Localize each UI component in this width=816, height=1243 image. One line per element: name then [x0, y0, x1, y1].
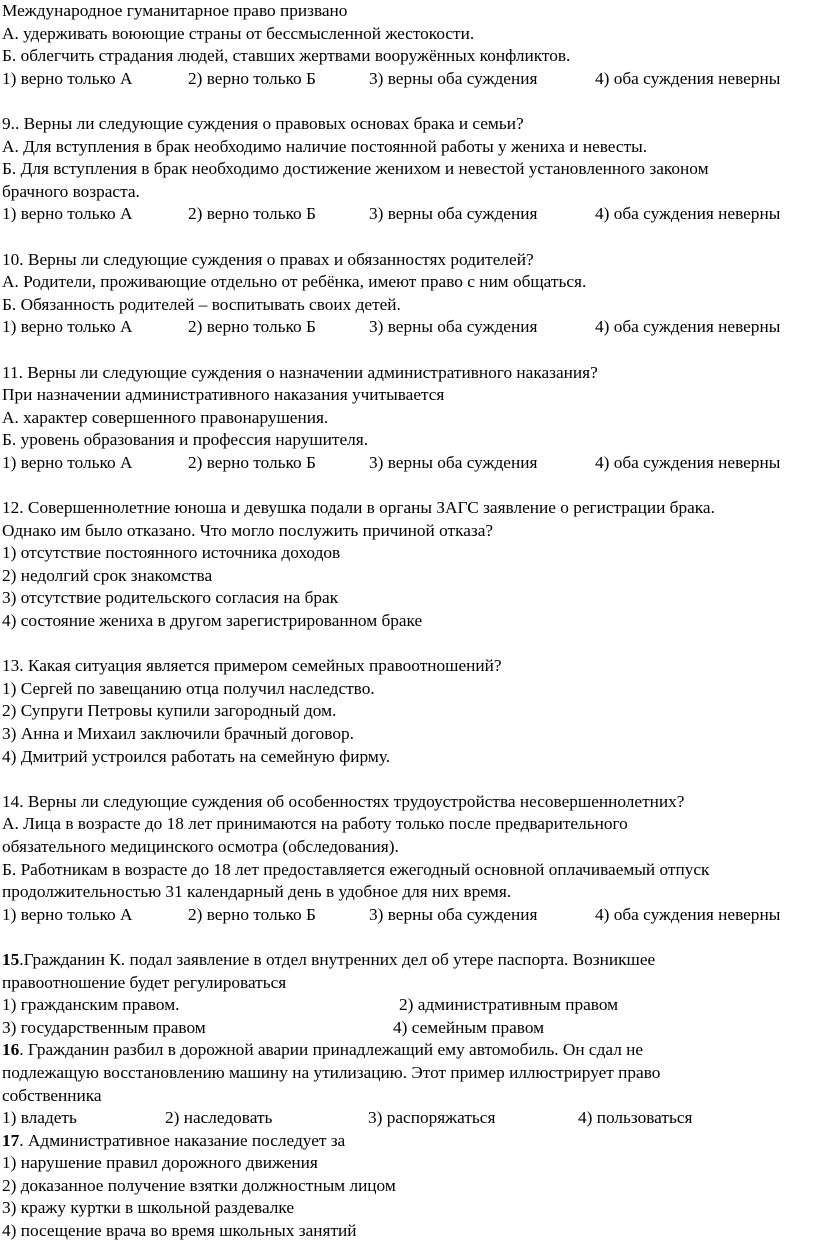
question-11-statement-a: А. характер совершенного правонарушения.	[2, 407, 329, 427]
question-13-stem: 13. Какая ситуация является примером семейных правоотношений?	[2, 656, 502, 676]
question-12-option-1: 1) отсутствие постоянного источника доходов	[2, 543, 341, 563]
question-15-option-3: 3) государственным правом	[2, 1017, 206, 1037]
question-16-option-1: 1) владеть	[2, 1108, 77, 1128]
question-17-option-1: 1) нарушение правил дорожного движения	[2, 1153, 318, 1173]
question-9-statement-a: А. Для вступления в брак необходимо наличие постоянной работы у жениха и невесты.	[2, 136, 648, 156]
question-16-stem-cont-2: собственника	[2, 1085, 102, 1105]
question-15-option-2: 2) административным правом	[399, 995, 619, 1015]
question-14-statement-a-cont: обязательного медицинского осмотра (обследования).	[2, 836, 399, 856]
question-12-option-3: 3) отсутствие родительского согласия на брак	[2, 588, 339, 608]
option-4: 4) оба суждения неверны	[595, 204, 781, 224]
question-14-options	[2, 904, 816, 927]
question-8-options	[2, 68, 816, 91]
option-1: 1) верно только А	[2, 204, 133, 224]
question-12-stem: 12. Совершеннолетние юноша и девушка подали в органы ЗАГС заявление о регистрации брака.	[2, 498, 715, 518]
question-15-stem	[2, 949, 816, 972]
question-16-option-3: 3) распоряжаться	[368, 1108, 496, 1128]
option-2: 2) верно только Б	[188, 904, 316, 924]
option-4: 4) оба суждения неверны	[595, 452, 781, 472]
question-17-option-2: 2) доказанное получение взятки должностным лицом	[2, 1175, 396, 1195]
question-10-options	[2, 316, 816, 339]
question-17-stem	[2, 1130, 816, 1153]
question-16-stem-cont: подлежащую восстановлению машину на утилизацию. Этот пример иллюстрирует право	[2, 1062, 661, 1082]
option-2: 2) верно только Б	[188, 68, 316, 88]
question-10-stem: 10. Верны ли следующие суждения о правах и обязанностях родителей?	[2, 249, 534, 269]
question-8-stem: Международное гуманитарное право призвано	[2, 1, 348, 20]
question-16-stem-text: . Гражданин разбил в дорожной аварии принадлежащий ему автомобиль. Он сдал не	[19, 1040, 644, 1060]
question-12-option-2: 2) недолгий срок знакомства	[2, 565, 213, 585]
option-3: 3) верны оба суждения	[369, 68, 538, 88]
question-10-statement-a: А. Родители, проживающие отдельно от ребёнка, имеют право с ним общаться.	[2, 272, 587, 292]
question-16-stem	[2, 1039, 816, 1062]
question-15-stem-cont: правоотношение будет регулироваться	[2, 972, 287, 992]
question-8-statement-a: А. удерживать воюющие страны от бессмысленной жестокости.	[2, 23, 475, 43]
question-15-options-row-1	[2, 994, 816, 1017]
question-14-statement-b-cont: продолжительностью 31 календарный день в удобное для них время.	[2, 882, 512, 902]
question-16-number: 16	[2, 1040, 20, 1060]
option-4: 4) оба суждения неверны	[595, 68, 781, 88]
option-3: 3) верны оба суждения	[369, 452, 538, 472]
question-8-statement-b: Б. облегчить страдания людей, ставших жертвами вооружённых конфликтов.	[2, 46, 571, 66]
question-11-stem-cont: При назначении административного наказания учитывается	[2, 385, 445, 405]
option-1: 1) верно только А	[2, 452, 133, 472]
question-13-option-1: 1) Сергей по завещанию отца получил наследство.	[2, 678, 375, 698]
question-13-option-3: 3) Анна и Михаил заключили брачный договор.	[2, 724, 354, 743]
question-11-stem: 11. Верны ли следующие суждения о назначении административного наказания?	[2, 362, 598, 382]
question-14-statement-b: Б. Работникам в возрасте до 18 лет предоставляется ежегодный основной оплачиваемый отпуск	[2, 859, 710, 879]
question-12-stem-cont: Однако им было отказано. Что могло послужить причиной отказа?	[2, 520, 494, 540]
question-17-number: 17	[2, 1130, 20, 1150]
question-9-options	[2, 203, 816, 226]
question-14-statement-a: А. Лица в возрасте до 18 лет принимаются на работу только после предварительного	[2, 814, 628, 834]
question-17-option-4: 4) посещение врача во время школьных занятий	[2, 1221, 357, 1241]
question-16-option-2: 2) наследовать	[165, 1108, 273, 1128]
option-3: 3) верны оба суждения	[369, 904, 538, 924]
question-17-stem-text: . Административное наказание последует за	[19, 1130, 346, 1150]
question-17-option-3: 3) кражу куртки в школьной раздевалке	[2, 1198, 295, 1218]
question-9-statement-b: Б. Для вступления в брак необходимо достижение женихом и невестой установленного законом	[2, 159, 709, 179]
option-3: 3) верны оба суждения	[369, 317, 538, 337]
option-3: 3) верны оба суждения	[369, 204, 538, 224]
question-12-option-4: 4) состояние жениха в другом зарегистрированном браке	[2, 611, 423, 631]
option-4: 4) оба суждения неверны	[595, 317, 781, 337]
option-1: 1) верно только А	[2, 68, 133, 88]
question-15-option-4: 4) семейным правом	[393, 1017, 545, 1037]
question-16-option-4: 4) пользоваться	[578, 1108, 693, 1128]
question-15-number: 15	[2, 949, 20, 969]
question-13-option-2: 2) Супруги Петровы купили загородный дом.	[2, 701, 337, 721]
question-9-stem: 9.. Верны ли следующие суждения о правовых основах брака и семьи?	[2, 113, 524, 133]
question-14-stem: 14. Верны ли следующие суждения об особенностях трудоустройства несовершеннолетних?	[2, 791, 685, 811]
question-11-options	[2, 452, 816, 475]
question-16-options	[2, 1107, 816, 1130]
question-15-options-row-2	[2, 1017, 816, 1040]
option-1: 1) верно только А	[2, 904, 133, 924]
question-10-statement-b: Б. Обязанность родителей – воспитывать своих детей.	[2, 294, 401, 314]
question-15-option-1: 1) гражданским правом.	[2, 995, 180, 1015]
question-15-stem-text: .Гражданин К. подал заявление в отдел внутренних дел об утере паспорта. Возникшее	[19, 949, 656, 969]
option-2: 2) верно только Б	[188, 204, 316, 224]
question-9-statement-b-cont: брачного возраста.	[2, 181, 140, 201]
question-13-option-4: 4) Дмитрий устроился работать на семейную фирму.	[2, 746, 391, 766]
option-2: 2) верно только Б	[188, 452, 316, 472]
option-1: 1) верно только А	[2, 317, 133, 337]
option-2: 2) верно только Б	[188, 317, 316, 337]
option-4: 4) оба суждения неверны	[595, 904, 781, 924]
question-11-statement-b: Б. уровень образования и профессия нарушителя.	[2, 430, 369, 450]
